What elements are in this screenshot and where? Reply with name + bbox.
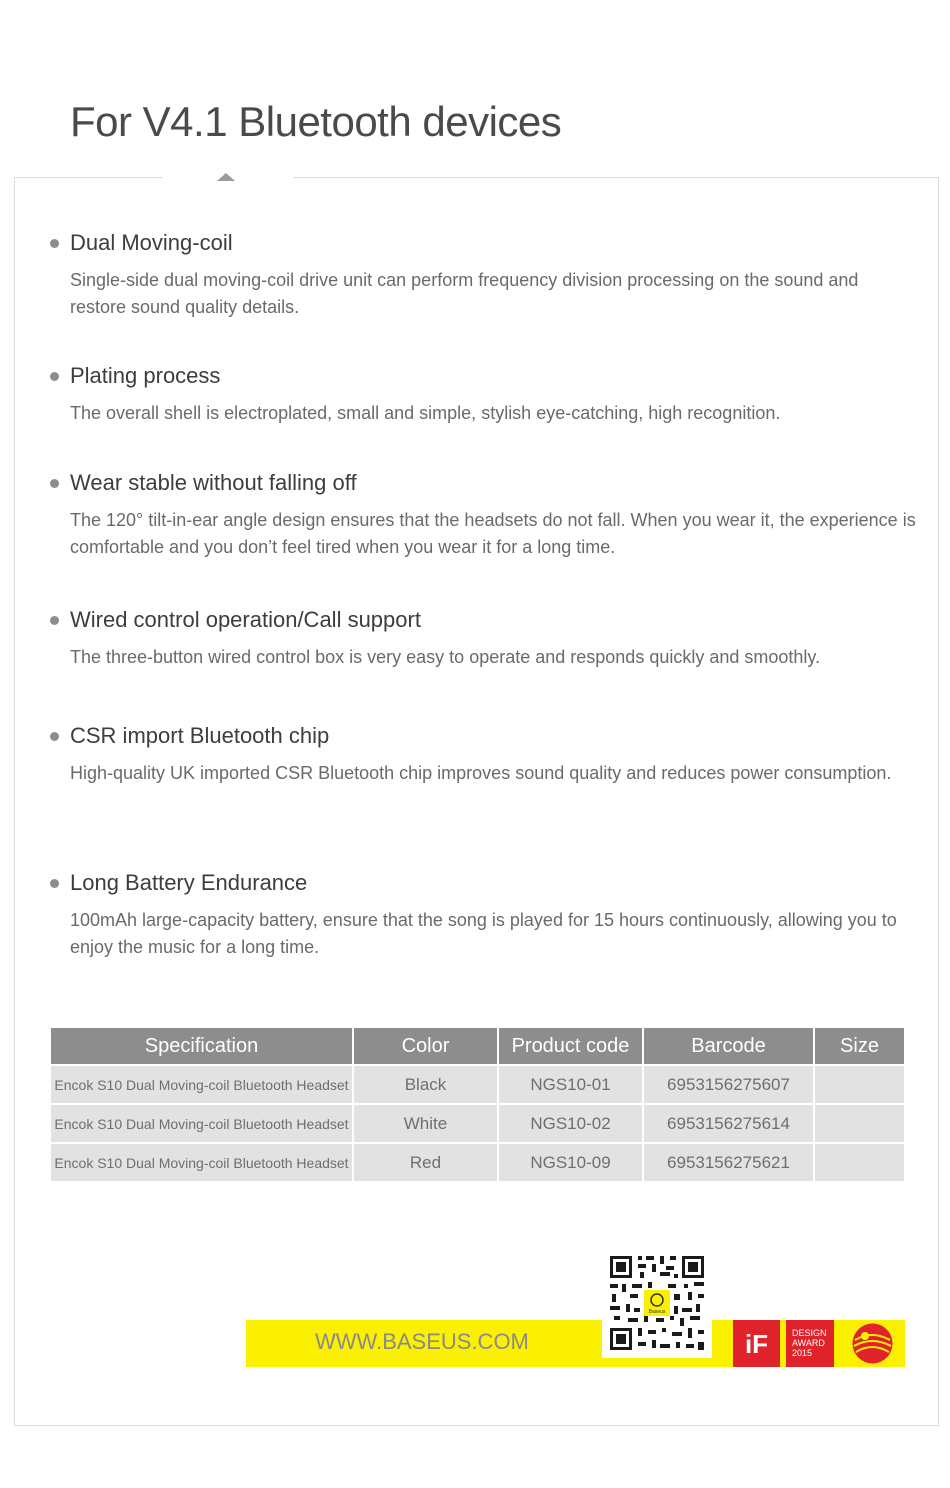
feature-description: 100mAh large-capacity battery, ensure that the song is played for 15 hours continuously, allowing you to enjoy the music for a long time. — [70, 910, 897, 957]
cell-size — [815, 1144, 904, 1181]
table-row — [51, 1066, 904, 1103]
column-header-color: Color — [354, 1028, 497, 1064]
cell-color: White — [354, 1105, 497, 1142]
feature-wired-control — [48, 606, 918, 671]
feature-description: Single-side dual moving-coil drive unit can perform frequency division processing on the sound and restore sound quality details. — [70, 270, 859, 317]
cell-product-code: NGS10-02 — [499, 1105, 642, 1142]
bullet-icon — [50, 879, 59, 888]
feature-description: The three-button wired control box is very easy to operate and responds quickly and smoothly. — [70, 647, 821, 667]
table-row — [51, 1105, 904, 1142]
caret-up-icon — [217, 173, 235, 181]
table-header-row — [51, 1028, 904, 1064]
cell-specification: Encok S10 Dual Moving-coil Bluetooth Headset — [51, 1066, 352, 1103]
column-header-size: Size — [815, 1028, 904, 1064]
feature-wear-stable — [48, 469, 918, 561]
frame-top-border-left — [14, 177, 163, 178]
column-header-barcode: Barcode — [644, 1028, 813, 1064]
cell-size — [815, 1105, 904, 1142]
if-design-award-logo — [733, 1320, 780, 1367]
cell-barcode: 6953156275614 — [644, 1105, 813, 1142]
bullet-icon — [50, 239, 59, 248]
feature-battery — [48, 869, 918, 961]
cell-barcode: 6953156275607 — [644, 1066, 813, 1103]
feature-heading: CSR import Bluetooth chip — [70, 723, 330, 748]
award-line: 2015 — [792, 1348, 813, 1358]
page-title: For V4.1 Bluetooth devices — [70, 98, 562, 145]
cell-color: Black — [354, 1066, 497, 1103]
table-row — [51, 1144, 904, 1181]
cell-size — [815, 1066, 904, 1103]
column-header-specification: Specification — [51, 1028, 352, 1064]
website-url[interactable]: WWW.BASEUS.COM — [315, 1329, 529, 1354]
specification-table — [49, 1026, 906, 1183]
qr-brand-text: Baseus — [648, 1309, 666, 1315]
feature-plating-process — [48, 362, 918, 427]
cell-barcode: 6953156275621 — [644, 1144, 813, 1181]
feature-heading: Wired control operation/Call support — [70, 607, 421, 632]
design-award-badge — [786, 1320, 834, 1367]
qr-code-icon — [602, 1250, 712, 1358]
feature-dual-moving-coil — [48, 229, 918, 321]
bullet-icon — [50, 372, 59, 381]
award-line: DESIGN — [792, 1328, 827, 1338]
cell-product-code: NGS10-09 — [499, 1144, 642, 1181]
cell-specification: Encok S10 Dual Moving-coil Bluetooth Headset — [51, 1105, 352, 1142]
if-logo-text: iF — [744, 1329, 769, 1359]
column-header-product-code: Product code — [499, 1028, 642, 1064]
feature-heading: Wear stable without falling off — [70, 470, 357, 495]
feature-description: The overall shell is electroplated, small and simple, stylish eye-catching, high recognition. — [70, 403, 781, 423]
cell-specification: Encok S10 Dual Moving-coil Bluetooth Headset — [51, 1144, 352, 1181]
feature-description: The 120° tilt-in-ear angle design ensures that the headsets do not fall. When you wear it, the experience is comfortable and you don’t feel tired when you wear it for a long time. — [70, 510, 916, 557]
frame-top-border-right — [293, 177, 938, 178]
feature-heading: Plating process — [70, 363, 221, 388]
feature-csr-chip — [48, 722, 918, 787]
feature-description: High-quality UK imported CSR Bluetooth chip improves sound quality and reduces power consumption. — [70, 763, 892, 783]
red-dot-logo — [849, 1320, 896, 1367]
feature-heading: Long Battery Endurance — [70, 870, 308, 895]
bullet-icon — [50, 616, 59, 625]
bullet-icon — [50, 479, 59, 488]
bullet-icon — [50, 732, 59, 741]
cell-color: Red — [354, 1144, 497, 1181]
cell-product-code: NGS10-01 — [499, 1066, 642, 1103]
feature-heading: Dual Moving-coil — [70, 230, 233, 255]
award-line: AWARD — [792, 1338, 825, 1348]
